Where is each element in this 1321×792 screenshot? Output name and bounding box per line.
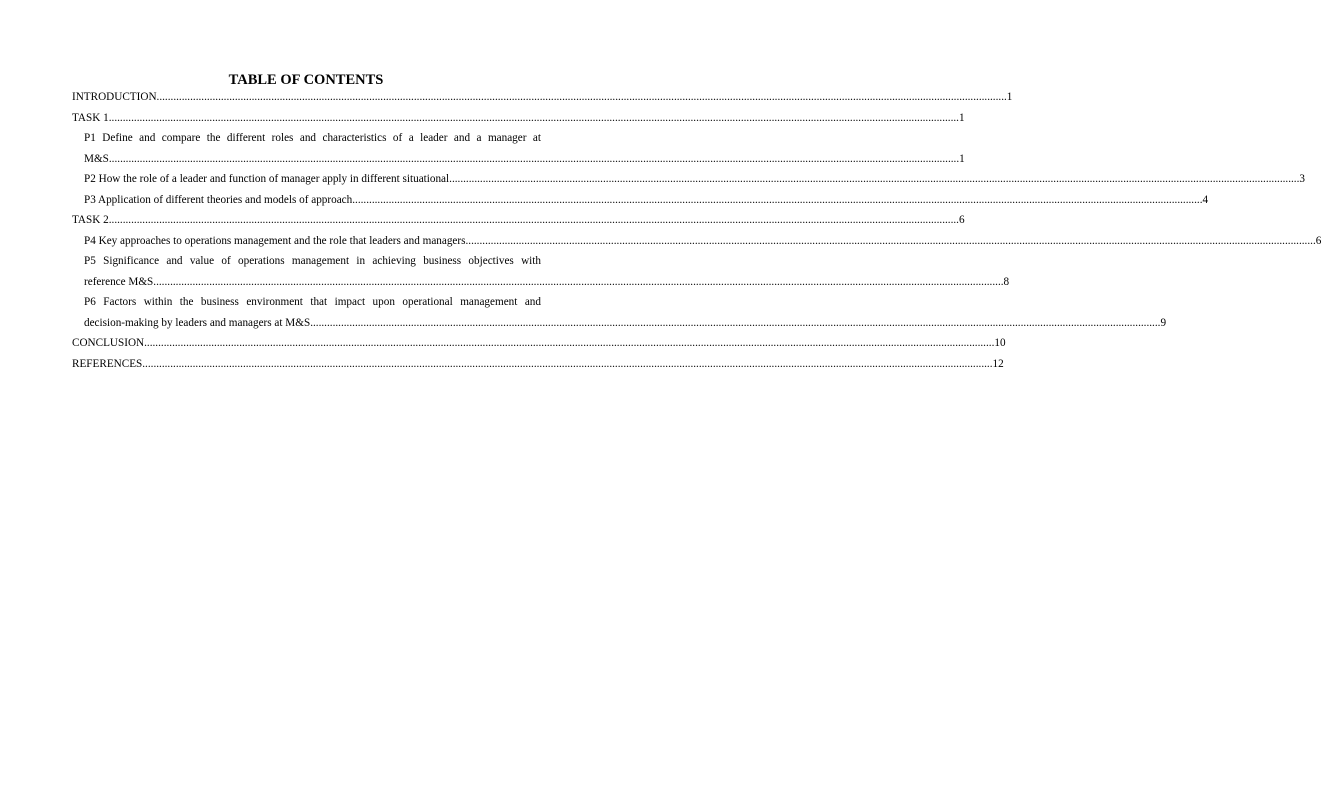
toc-entry-text-line1: P6 Factors within the business environment that impact upon operational management and <box>84 296 541 308</box>
table-of-contents <box>72 87 1321 374</box>
dot-leader <box>144 333 994 354</box>
toc-entry-text-line1: P5 Significance and value of operations management in achieving business objectives with <box>84 255 541 267</box>
toc-entry-text-line2: reference M&S <box>84 275 154 288</box>
toc-page-number: 1 <box>959 152 965 165</box>
toc-entry-p3[interactable] <box>72 190 1209 211</box>
toc-title: TABLE OF CONTENTS <box>228 72 384 88</box>
dot-leader <box>109 149 959 170</box>
toc-entry-references[interactable] <box>72 354 1004 375</box>
toc-entry-conclusion[interactable] <box>72 333 1006 354</box>
toc-entry-text-line1: P1 Define and compare the different roles and characteristics of a leader and a manager at <box>84 132 541 144</box>
toc-entry-introduction[interactable] <box>72 87 1013 108</box>
toc-page-number: 10 <box>994 337 1006 349</box>
dot-leader <box>142 354 992 375</box>
toc-entry-task-2[interactable] <box>72 210 965 231</box>
toc-entry-p4[interactable] <box>72 231 1321 252</box>
dot-leader <box>153 272 1003 293</box>
dot-leader <box>352 190 1202 211</box>
toc-page-number: 1 <box>1006 91 1013 103</box>
toc-entry-text: CONCLUSION <box>72 337 145 349</box>
toc-page-number: 9 <box>1160 316 1167 329</box>
toc-page-number: 6 <box>958 214 965 226</box>
toc-entry-task-1[interactable] <box>72 108 965 129</box>
dot-leader <box>109 210 959 231</box>
toc-entry-text: P3 Application of different theories and models of approach <box>84 193 353 206</box>
toc-entry-p5[interactable] <box>72 251 1010 292</box>
toc-entry-text: P4 Key approaches to operations management and the role that leaders and managers <box>84 234 466 247</box>
toc-page-number: 6 <box>1315 234 1321 247</box>
dot-leader <box>465 231 1315 252</box>
dot-leader <box>310 313 1160 334</box>
dot-leader <box>109 108 959 129</box>
toc-entry-p2[interactable] <box>72 169 1305 190</box>
toc-entry-text: P2 How the role of a leader and function of manager apply in different situational <box>84 173 450 185</box>
toc-entry-text-line2: decision-making by leaders and managers at M&S <box>84 316 311 329</box>
toc-entry-text: REFERENCES <box>72 357 143 370</box>
toc-entry-text: INTRODUCTION <box>72 91 157 103</box>
dot-leader <box>449 169 1299 190</box>
dot-leader <box>157 87 1007 108</box>
toc-entry-p1[interactable] <box>72 128 965 169</box>
toc-entry-text: TASK 1 <box>72 111 109 124</box>
toc-entry-text-line2: M&S <box>84 152 109 165</box>
toc-page-number: 8 <box>1003 275 1010 288</box>
toc-page-number: 3 <box>1299 173 1305 185</box>
toc-page-number: 1 <box>958 111 965 124</box>
toc-entry-p6[interactable] <box>72 292 1167 333</box>
toc-page-number: 12 <box>992 357 1004 370</box>
toc-page-number: 4 <box>1202 193 1209 206</box>
toc-entry-text: TASK 2 <box>72 214 109 226</box>
